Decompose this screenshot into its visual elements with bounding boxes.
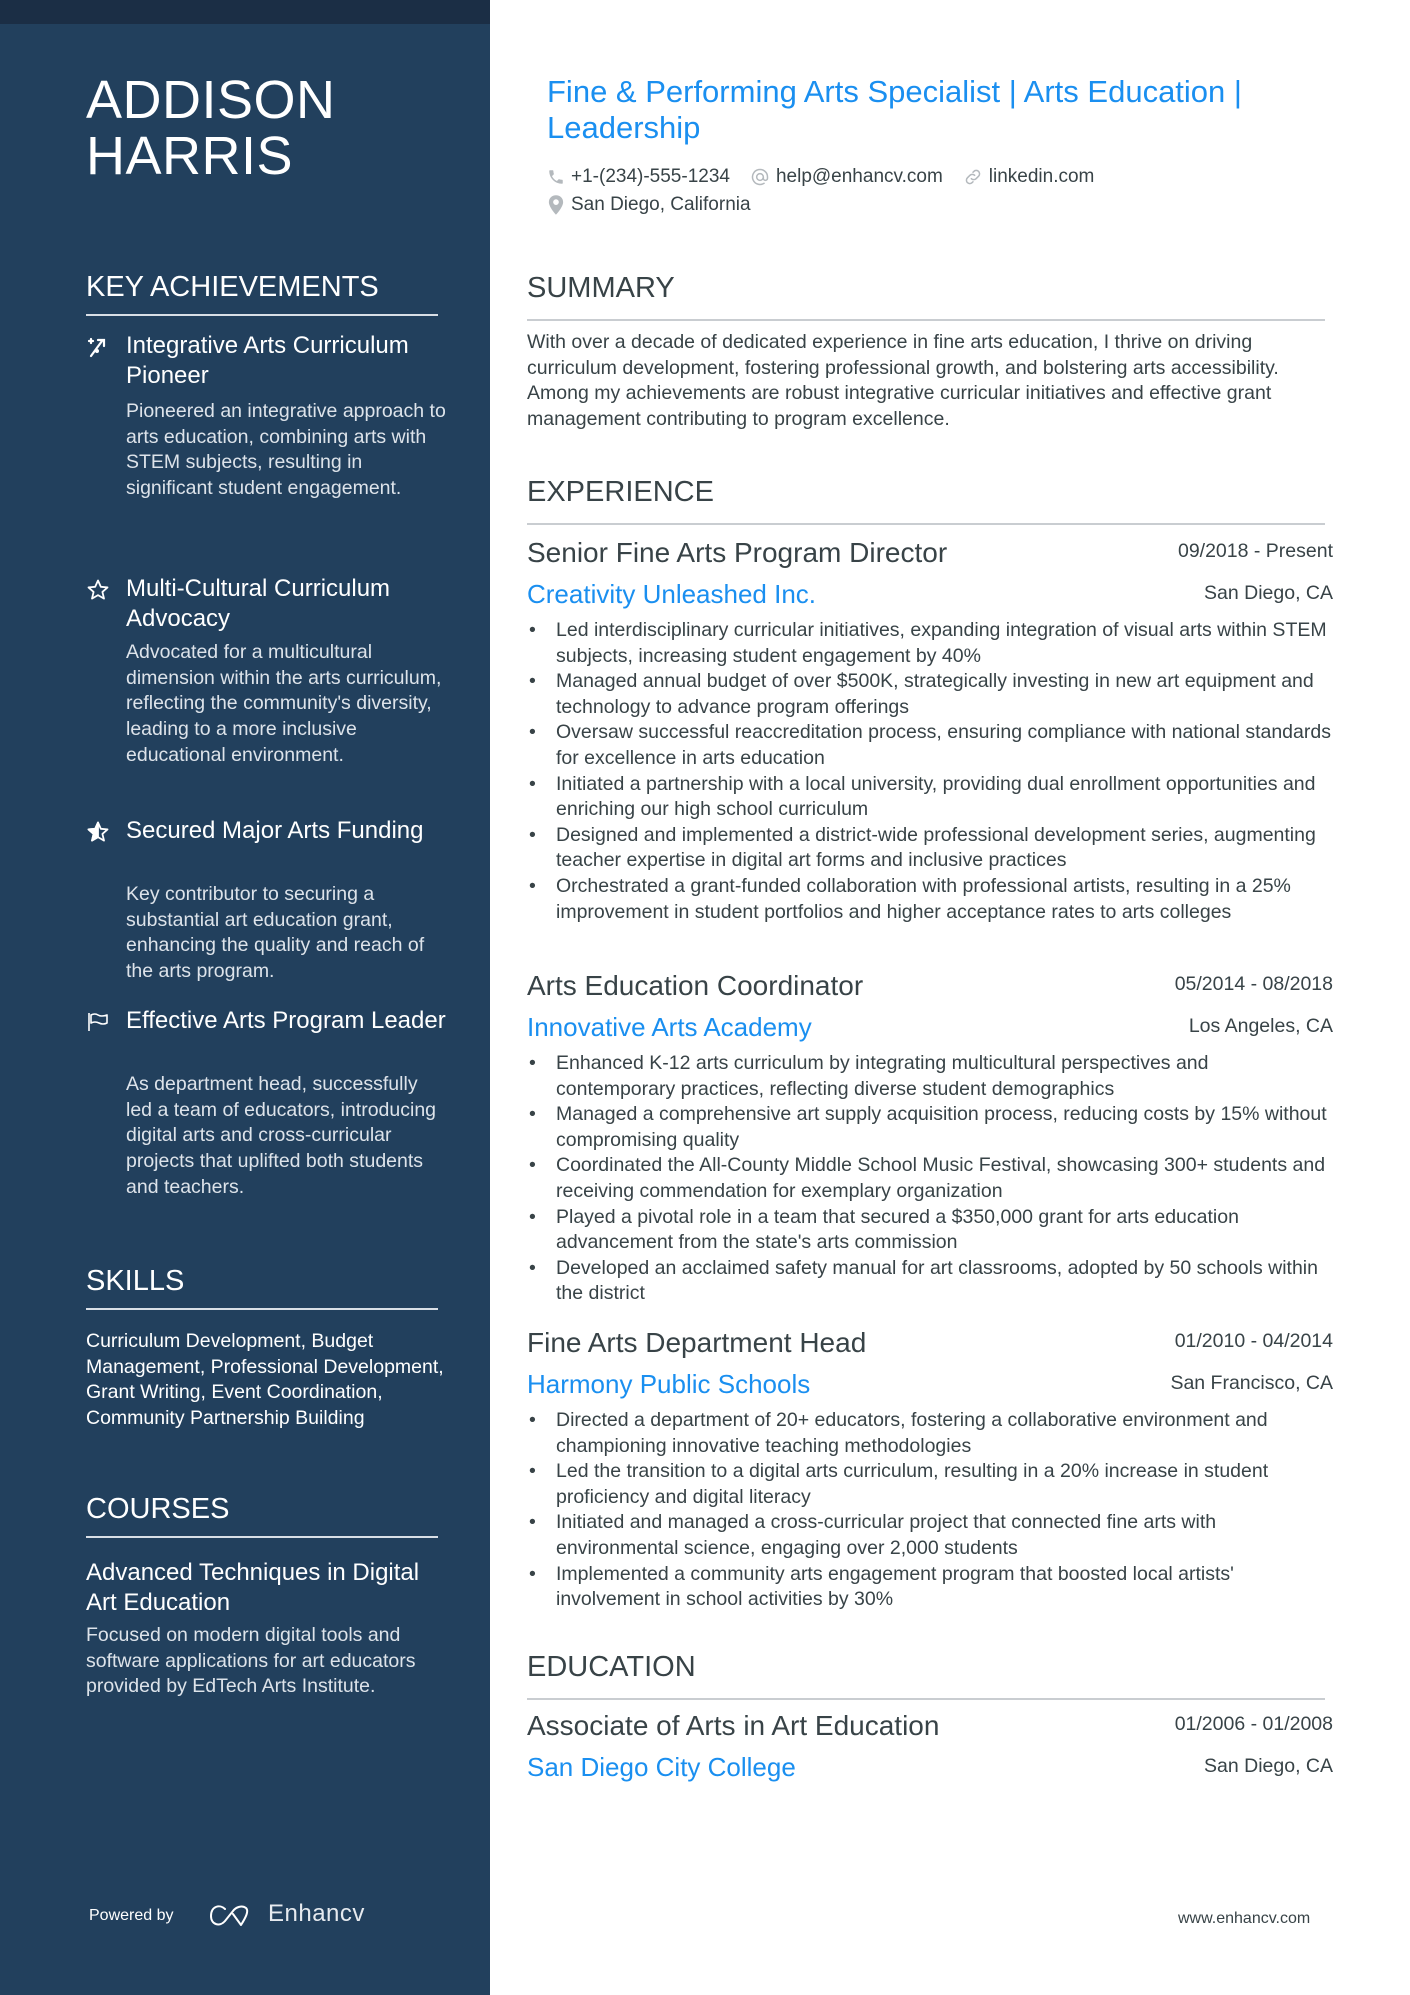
course-description: Focused on modern digital tools and software applications for art educators provided by EdTech Arts Institute. [86,1624,416,1698]
sidebar [0,0,490,1995]
job-title: Senior Fine Arts Program Director [527,537,948,568]
degree: Associate of Arts in Art Education [527,1710,940,1741]
bullet: • Led interdisciplinary curricular initiatives, expanding integration of visual arts within STEM subjects, increasing student engagement by 40% [527,618,1333,669]
sidebar-top-band [0,0,490,24]
job-location: San Francisco, CA [1170,1372,1333,1394]
bullet: • Led the transition to a digital arts curriculum, resulting in a 20% increase in student proficiency and digital literacy [527,1459,1333,1510]
company-name[interactable]: Creativity Unleashed Inc. [527,579,817,609]
link-text: linkedin.com [988,166,1095,187]
powered-by-label: Powered by [89,1907,174,1924]
achievement-title: Integrative Arts Curriculum Pioneer [126,332,409,389]
bullet: • Orchestrated a grant-funded collaboration with professional artists, resulting in a 25% improvement in student portfolios and higher acceptance rates to arts colleges [527,874,1333,925]
enhancv-logo-icon[interactable] [208,1903,248,1929]
name-last: HARRIS [86,126,294,186]
name-first: ADDISON [86,70,336,130]
achievement-description: Pioneered an integrative approach to arts education, combining arts with STEM subjects, resulting in significant student engagement. [126,400,446,500]
achievement-description: Advocated for a multicultural dimension within the arts curriculum, reflecting the community's diversity, leading to a more inclusive educational environment. [126,641,442,766]
achievement-description: Key contributor to securing a substantial art education grant, enhancing the quality and reach of the arts program. [126,883,425,983]
job-title: Fine Arts Department Head [527,1327,867,1358]
achievement-title: Multi-Cultural Curriculum Advocacy [126,575,391,632]
bullet: • Oversaw successful reaccreditation process, ensuring compliance with national standards for excellence in arts education [527,720,1333,771]
bullet: • Coordinated the All-County Middle School Music Festival, showcasing 300+ students and receiving commendation for exemplary organization [527,1153,1333,1204]
summary-heading: SUMMARY [527,271,1325,321]
bullet: • Directed a department of 20+ educators, fostering a collaborative environment and championing innovative teaching methodologies [527,1408,1333,1459]
skills-heading: SKILLS [86,1264,438,1310]
job-bullets [527,1051,1333,1307]
location-pin-icon [547,194,565,216]
bullet: • Initiated and managed a cross-curricular project that connected fine arts with environmental science, engaging over 2,000 students [527,1510,1333,1561]
contact-phone[interactable] [547,165,730,189]
bullet: • Managed annual budget of over $500K, strategically investing in new art equipment and technology to advance program offerings [527,669,1333,720]
enhancv-brand[interactable]: Enhancv [268,1900,365,1927]
job-dates: 01/2010 - 04/2014 [1174,1330,1333,1352]
star-half-icon [86,820,110,844]
website-link[interactable]: www.enhancv.com [1178,1910,1311,1927]
contact-location [547,193,751,217]
school-name[interactable]: San Diego City College [527,1752,796,1782]
experience-heading: EXPERIENCE [527,475,1325,525]
job-bullets [527,618,1333,925]
bullet: • Developed an acclaimed safety manual for art classrooms, adopted by 50 schools within the district [527,1256,1333,1307]
education-location: San Diego, CA [1204,1755,1333,1777]
email-text: help@enhancv.com [775,166,943,187]
magic-wand-icon [86,335,110,359]
flag-icon [86,1010,110,1034]
job-dates: 09/2018 - Present [1177,540,1333,562]
company-name[interactable]: Harmony Public Schools [527,1369,811,1399]
job-dates: 05/2014 - 08/2018 [1174,973,1333,995]
bullet: • Played a pivotal role in a team that secured a $350,000 grant for arts education advancement from the state's arts commission [527,1205,1333,1256]
phone-icon [547,168,565,186]
candidate-name [86,72,466,184]
location-row [547,193,771,217]
job-location: Los Angeles, CA [1188,1015,1333,1037]
bullet: • Initiated a partnership with a local university, providing dual enrollment opportunities and enriching our high school curriculum [527,772,1333,823]
bullet: • Enhanced K-12 arts curriculum by integrating multicultural perspectives and contemporary practices, reflecting diverse student demographics [527,1051,1333,1102]
bullet: • Implemented a community arts engagement program that boosted local artists' involvement in school activities by 30% [527,1562,1333,1613]
company-name[interactable]: Innovative Arts Academy [527,1012,812,1042]
contact-row [547,165,1114,189]
contact-link[interactable] [963,165,1095,189]
achievement-title: Effective Arts Program Leader [126,1007,446,1034]
achievement-title: Secured Major Arts Funding [126,817,424,844]
summary-text: With over a decade of dedicated experience in fine arts education, I thrive on driving curriculum development, fostering professional growth, and bolstering arts accessibility. Among my achievements are robust integrative curricular initiatives and effective grant management contributing to program excellence. [527,331,1279,430]
job-location: San Diego, CA [1204,582,1333,604]
job-title: Arts Education Coordinator [527,970,864,1001]
contact-email[interactable] [750,165,943,189]
course-title: Advanced Techniques in Digital Art Education [86,1559,420,1616]
bullet: • Designed and implemented a district-wide professional development series, augmenting teacher expertise in digital art forms and inclusive practices [527,823,1333,874]
achievement-description: As department head, successfully led a team of educators, introducing digital arts and cross-curricular projects that uplifted both students and teachers. [126,1073,437,1198]
link-icon [963,167,983,187]
bullet: • Managed a comprehensive art supply acquisition process, reducing costs by 15% without compromising quality [527,1102,1333,1153]
at-icon [750,167,770,187]
courses-heading: COURSES [86,1492,438,1538]
phone-text: +1-(234)-555-1234 [571,166,730,187]
key-achievements-heading: KEY ACHIEVEMENTS [86,270,438,316]
education-heading: EDUCATION [527,1650,1325,1700]
skills-list: Curriculum Development, Budget Management, Professional Development, Grant Writing, Event Coordination, Community Partnership Building [86,1330,444,1430]
headline: Fine & Performing Arts Specialist | Arts Education | Leadership [547,74,1242,145]
job-bullets [527,1408,1333,1613]
education-dates: 01/2006 - 01/2008 [1174,1713,1333,1735]
star-outline-icon [86,578,110,602]
location-text: San Diego, California [571,194,751,215]
